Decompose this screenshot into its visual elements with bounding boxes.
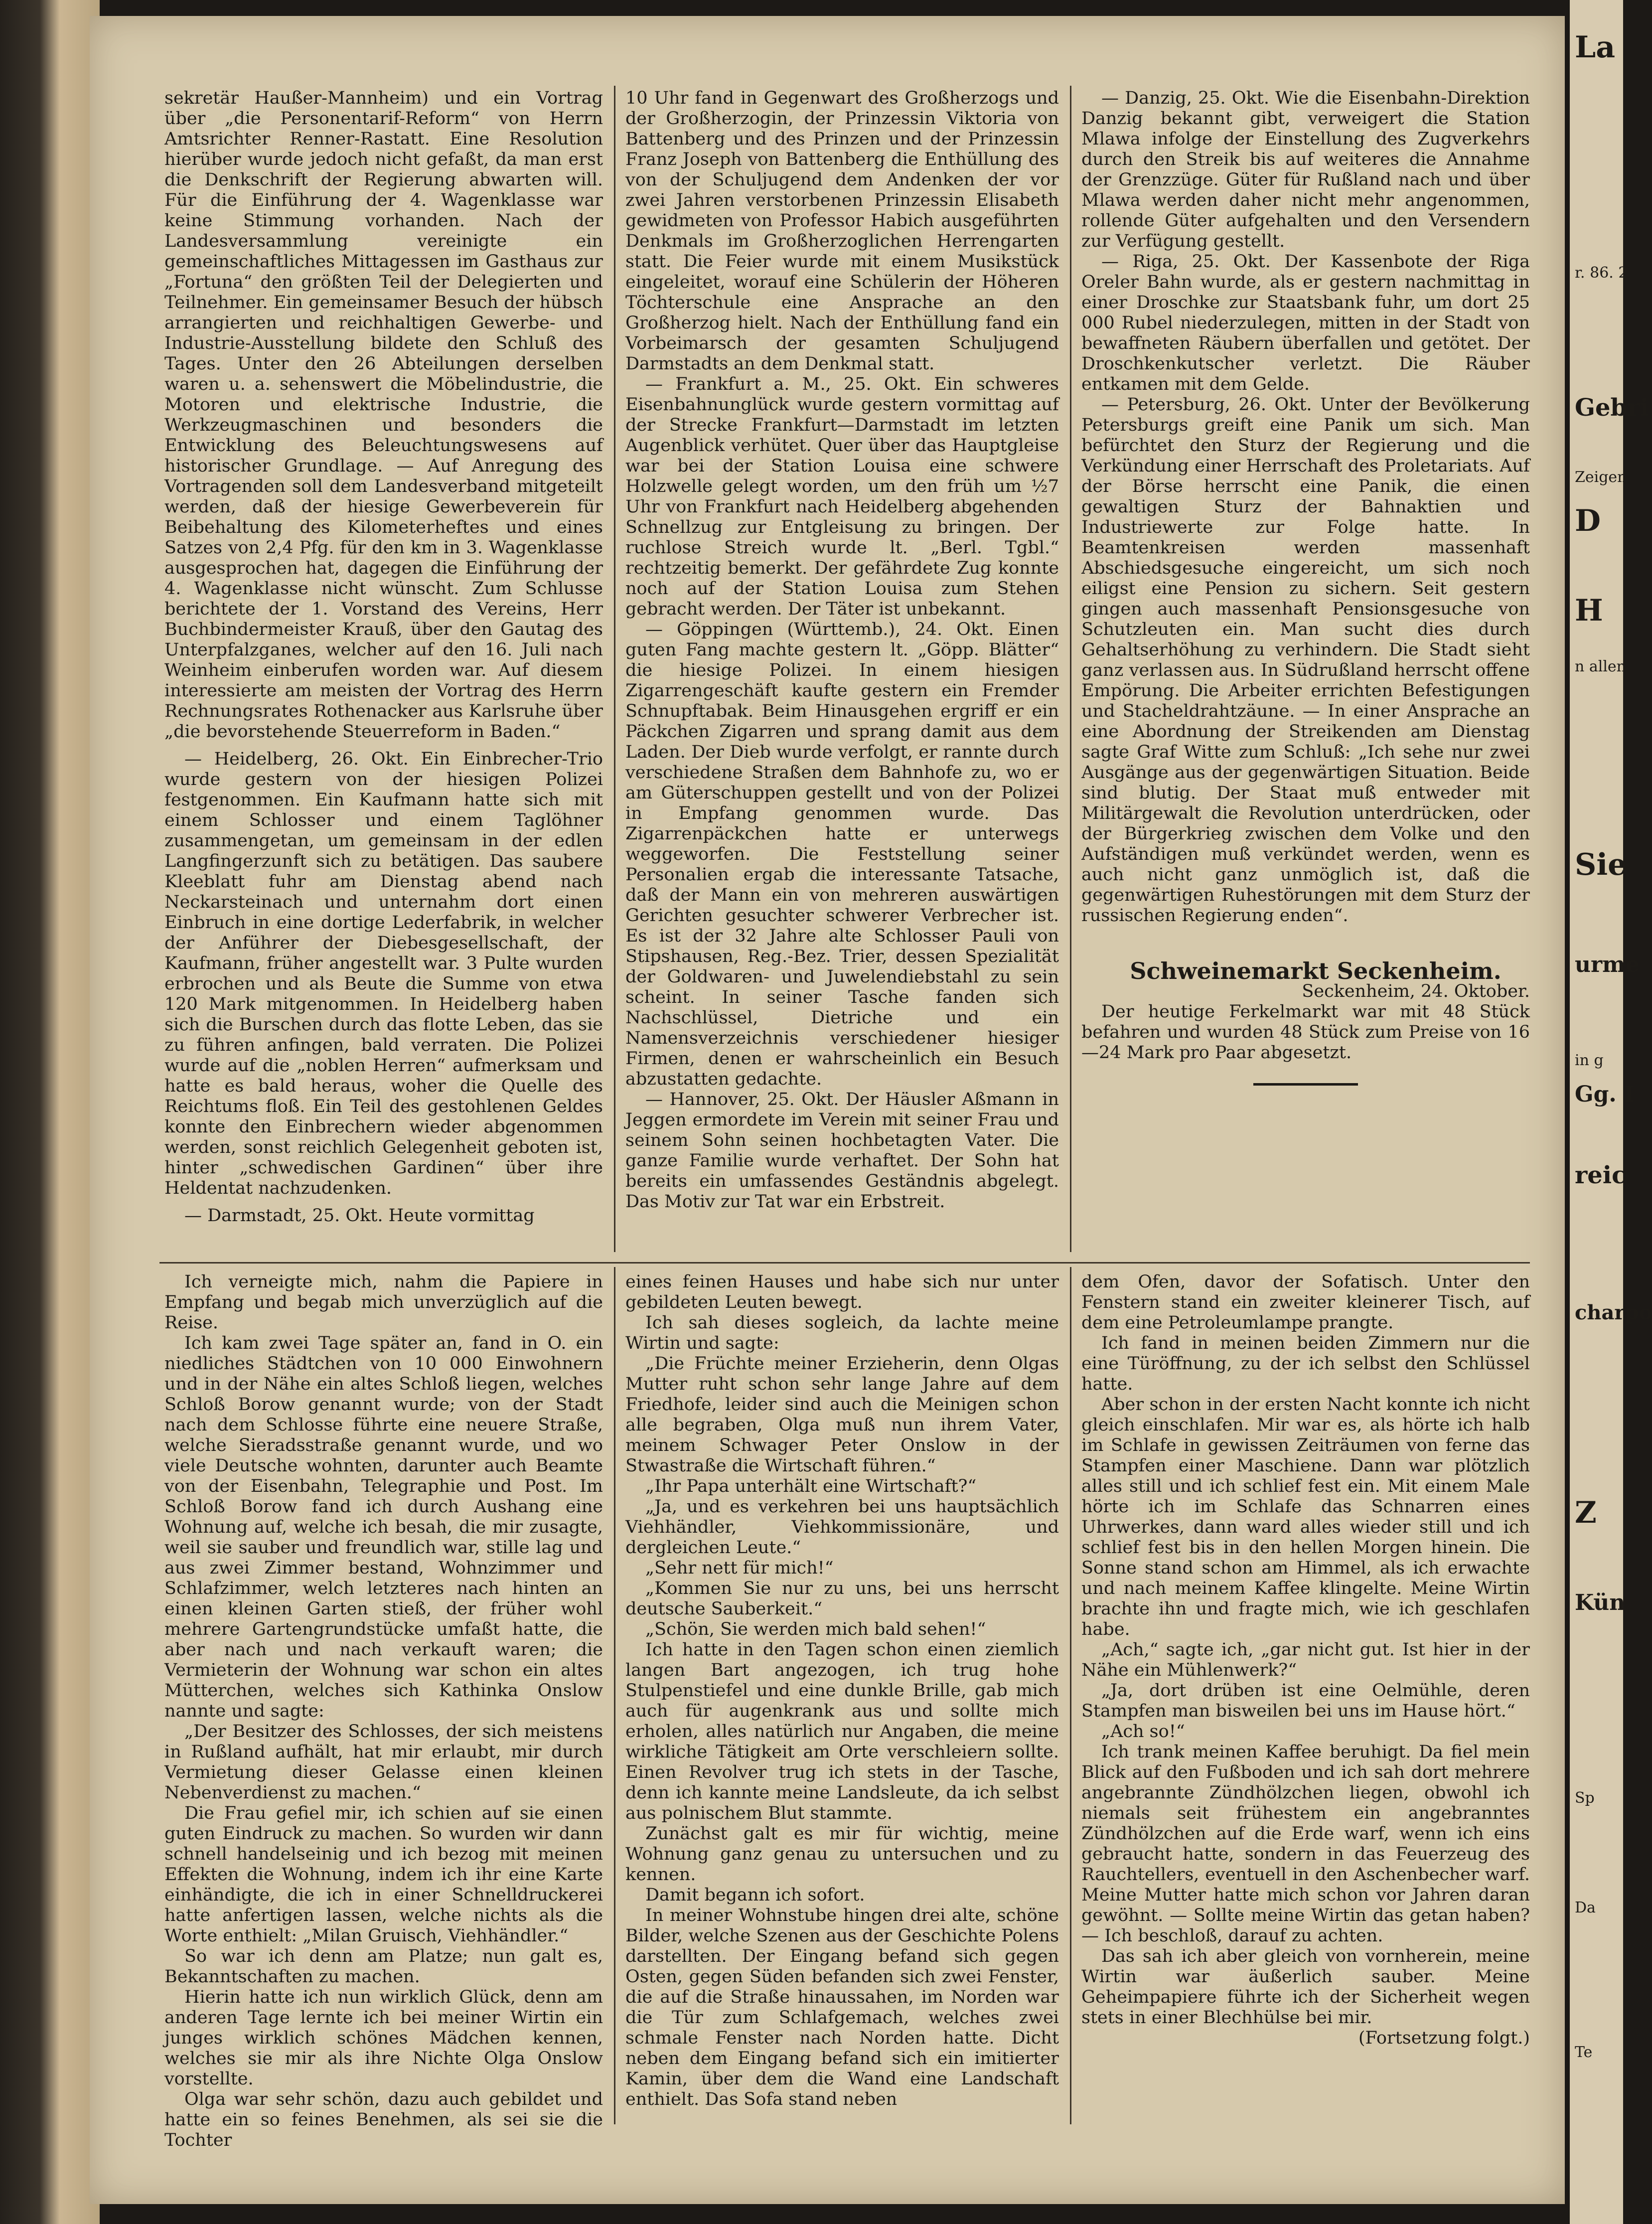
story-paragraph: „Die Früchte meiner Erzieherin, denn Olgas Mutter ruht schon sehr lange Jahre auf dem Friedhofe, leider sind auch die Meinigen schon alle begraben, Olga muß nun ihrem Vater, meinem Schwager Peter Onslow in der Stwastraße die Wirtschaft führen.“ xyxy=(625,1354,1059,1476)
adjacent-fragment: H xyxy=(1575,593,1603,628)
newspaper-page xyxy=(90,16,1565,2204)
story-paragraph: Zunächst galt es mir für wichtig, meine Wohnung ganz genau zu untersuchen und zu kennen. xyxy=(625,1824,1059,1885)
column-divider xyxy=(614,86,615,1252)
adjacent-fragment: Sp xyxy=(1575,1789,1595,1807)
story-paragraph: „Ach,“ sagte ich, „gar nicht gut. Ist hier in der Nähe ein Mühlenwerk?“ xyxy=(1081,1640,1530,1680)
story-column-1 xyxy=(164,1272,603,2151)
story-paragraph: Ich fand in meinen beiden Zimmern nur die eine Türöffnung, zu der ich selbst den Schlüssel hatte. xyxy=(1081,1333,1530,1394)
story-paragraph: Ich trank meinen Kaffee beruhigt. Da fiel mein Blick auf den Fußboden und ich sah dort mehrere angebrannte Zündhölzchen liegen, obwohl ich niemals seit frühestem ein angebranntes Zündhölzchen auf die Erde warf, wenn ich eins gebraucht hatte, sondern in das Feuerzeug des Rauchtellers, eventuell in den Aschenbecher warf. Meine Mutter hatte mich schon vor Jahren daran gewöhnt. — Sollte meine Wirtin das getan haben? — Ich beschloß, darauf zu achten. xyxy=(1081,1742,1530,1946)
adjacent-fragment: n allen xyxy=(1575,658,1627,675)
column-divider xyxy=(1070,86,1071,1252)
story-paragraph: „Ja, und es verkehren bei uns hauptsächlich Viehhändler, Viehkommissionäre, und dergleichen Leute.“ xyxy=(625,1497,1059,1558)
story-paragraph: „Kommen Sie nur zu uns, bei uns herrscht deutsche Sauberkeit.“ xyxy=(625,1579,1059,1619)
adjacent-fragment: r. 86. 2 xyxy=(1575,264,1628,282)
article-darmstadt-cont: 10 Uhr fand in Gegenwart des Großherzogs und der Großherzogin, der Prinzessin Viktoria von Battenberg und des Prinzen und der Prinzessin Franz Joseph von Battenberg die Enthüllung des von der Schuljugend dem Andenken der vor zwei Jahren verstorbenen Prinzessin Elisabeth gewidmeten von Professor Habich ausgeführten Denkmals im Großherzoglichen Herrengarten statt. Die Feier wurde mit einem Musikstück eingeleitet, worauf eine Schülerin der Höheren Töchterschule eine Ansprache an den Großherzog hielt. Nach der Enthüllung fand ein Vorbeimarsch der gesamten Schuljugend Darmstadts an dem Denkmal statt. xyxy=(625,88,1059,374)
column-divider xyxy=(614,1267,615,2124)
story-paragraph: Aber schon in der ersten Nacht konnte ich nicht gleich einschlafen. Mir war es, als hörte ich halb im Schlafe in gewissen Zeiträumen von ferne das Stampfen einer Maschiene. Dann war plötzlich alles still und ich schlief fest ein. Mit einem Male hörte ich im Schlafe das Schnarren eines Uhrwerkes, dann ward alles wieder still und ich schlief fest bis in den hellen Morgen hinein. Die Sonne stand schon am Himmel, als ich erwachte und nach meinem Kaffee klingelte. Meine Wirtin brachte ihn und fragte mich, wie ich geschlafen habe. xyxy=(1081,1395,1530,1639)
adjacent-fragment: in g xyxy=(1575,1052,1604,1069)
adjacent-fragment: Gebri xyxy=(1575,394,1649,422)
book-spine-edge xyxy=(0,0,100,2224)
story-paragraph: „Sehr nett für mich!“ xyxy=(645,1558,834,1578)
story-paragraph: Olga war sehr schön, dazu auch gebildet und hatte ein so feines Benehmen, als sei sie die Tochter xyxy=(164,2089,603,2150)
article-danzig: — Danzig, 25. Okt. Wie die Eisenbahn-Direktion Danzig bekannt gibt, verweigert die Station Mlawa infolge der Einstellung des Zugverkehrs durch den Streik bis auf weiteres die Annahme der Grenzzüge. Güter für Rußland nach und über Mlawa werden daher nicht mehr angenommen, rollende Güter aufgehalten und den Versendern zur Verfügung gestellt. xyxy=(1081,88,1530,251)
market-dateline: Seckenheim, 24. Oktober. xyxy=(1302,981,1530,1001)
article-text: sekretär Haußer-Mannheim) und ein Vortrag über „die Personentarif-Reform“ von Herrn Amtsrichter Renner-Rastatt. Eine Resolution hierüber wurde jedoch nicht gefaßt, da man erst die Denkschrift der Regierung abwarten will. Für die Einführung der 4. Wagenklasse war keine Stimmung vorhanden. Nach der Landesversammlung vereinigte ein gemeinschaftliches Mittagessen im Gasthaus zur „Fortuna“ den größten Teil der Delegierten und Teilnehmer. Ein gemeinsamer Besuch der hübsch arrangierten und reichhaltigen Gewerbe- und Industrie-Ausstellung bildete den Schluß des Tages. Unter den 26 Abteilungen derselben waren u. a. sehenswert die Möbelindustrie, die Motoren und elektrische Industrie, die Werkzeugmaschinen und besonders die Entwicklung des Beleuchtungswesens auf historischer Grundlage. — Auf Anregung des Vortragenden soll dem Landesverband mitgeteilt werden, daß der hiesige Gewerbeverein für Beibehaltung des Kilometerheftes und eines Satzes von 2,4 Pfg. für den km in 3. Wagenklasse ausgesprochen hat, dagegen die Einführung der 4. Wagenklasse nicht wünscht. Zum Schlusse berichtete der 1. Vorstand des Vereins, Herr Buchbindermeister Krauß, über den Gautag des Unterpfalzganes, welcher auf den 16. Juli nach Weinheim einberufen worden war. Auf diesem interessierte am meisten der Vortrag des Herrn Rechnungsrates Rothenacker aus Karlsruhe über „die bevorstehende Steuerreform in Baden.“ xyxy=(164,88,603,742)
article-petersburg: — Petersburg, 26. Okt. Unter der Bevölkerung Petersburgs greift eine Panik um sich. Man befürchtet den Sturz der Regierung und die Verkündung einer Herrschaft des Proletariats. Auf der Börse herrscht eine Panik, die einen gewaltigen Sturz der Bahnaktien und Industriewerte zur Folge hatte. In Beamtenkreisen werden massenhaft Abschiedsgesuche eingereicht, um sich noch eiligst eine Pension zu sichern. Seit gestern gingen auch massenhaft Pensionsgesuche von Schutzleuten ein. Man sucht dies durch Gehaltserhöhung zu verhindern. Die Stadt sieht ganz verlassen aus. In Südrußland herrscht offene Empörung. Die Arbeiter errichten Befestigungen und Stacheldrahtzäune. — In einer Ansprache an eine Abordnung der Streikenden am Dienstag sagte Graf Witte zum Schluß: „Ich sehe nur zwei Ausgänge aus der gegenwärtigen Situation. Beide sind blutig. Der Staat muß entweder mit Militärgewalt die Revolution unterdrücken, oder der Bürgerkrieg zwischen dem Volke und den Aufständigen muß verkündet werden, wenn es auch nicht ganz unmöglich ist, daß die gegenwärtigen Ruhestörungen mit dem Sturz der russischen Regierung enden“. xyxy=(1081,395,1530,926)
adjacent-fragment: Zeigen xyxy=(1575,469,1627,486)
top-column-3 xyxy=(1081,88,1530,1086)
market-title: Schweinemarkt Seckenheim. xyxy=(1130,957,1502,984)
article-frankfurt: — Frankfurt a. M., 25. Okt. Ein schweres Eisenbahnunglück wurde gestern vormittag auf der Strecke Frankfurt—Darmstadt im letzten Augenblick verhütet. Quer über das Hauptgleise war bei der Station Louisa eine schwere Holzwelle gelegt worden, um den früh um ½7 Uhr von Frankfurt nach Heidelberg abgehenden Schnellzug zur Entgleisung zu bringen. Der ruchlose Streich wurde lt. „Berl. Tgbl.“ rechtzeitig bemerkt. Der gefährdete Zug konnte noch auf der Station Louisa zum Stehen gebracht werden. Der Täter ist unbekannt. xyxy=(625,374,1059,619)
adjacent-fragment: Gg. I xyxy=(1575,1082,1635,1107)
adjacent-fragment: Z xyxy=(1575,1495,1597,1530)
adjacent-fragment: La xyxy=(1575,30,1616,65)
story-column-3 xyxy=(1081,1272,1530,2049)
article-heidelberg: — Heidelberg, 26. Okt. Ein Einbrecher-Trio wurde gestern von der hiesigen Polizei festgenommen. Ein Kaufmann hatte sich mit einem Schlosser und einem Taglöhner zusammengetan, um gemeinsam in der edlen Langfingerzunft sich zu betätigen. Das saubere Kleeblatt fuhr am Dienstag abend nach Neckarsteinach und unternahm dort einen Einbruch in eine dortige Lederfabrik, in welcher der Anführer der Diebesgesellschaft, der Kaufmann, früher angestellt war. 3 Pulte wurden erbrochen und als Beute die Summe von etwa 120 Mark mitgenommen. In Heidelberg haben sich die Burschen durch das flotte Leben, das sie zu führen anfingen, bald verraten. Die Polizei wurde auf die „noblen Herren“ aufmerksam und hatte es bald heraus, woher die Quelle des Reichtums floß. Ein Teil des gestohlenen Geldes konnte den Einbrechern wieder abgenommen werden, sonst reichlich Gelegenheit geboten ist, hinter „schwedischen Gardinen“ über ihre Heldentat nachzudenken. xyxy=(164,749,603,1198)
story-paragraph: Die Frau gefiel mir, ich schien auf sie einen guten Eindruck zu machen. So wurden wir dann schnell handelseinig und ich bezog mit meinen Effekten die Wohnung, indem ich ihr eine Karte einhändigte, die ich in einer Schnelldruckerei hatte anfertigen lassen, welche nichts als die Worte enthielt: „Milan Gruisch, Viehhändler.“ xyxy=(164,1803,603,1946)
adjacent-fragment: Da xyxy=(1575,1899,1596,1916)
article-darmstadt-start: — Darmstadt, 25. Okt. Heute vormittag xyxy=(184,1206,535,1226)
story-paragraph: Ich sah dieses sogleich, da lachte meine Wirtin und sagte: xyxy=(625,1313,1059,1353)
section-divider xyxy=(159,1262,1530,1264)
market-report xyxy=(1081,957,1530,1086)
story-paragraph: Ich verneigte mich, nahm die Papiere in Empfang und begab mich unverzüglich auf die Reise. xyxy=(164,1272,603,1333)
adjacent-fragment: reic xyxy=(1575,1161,1627,1189)
column-divider xyxy=(1070,1267,1071,2124)
market-text: Der heutige Ferkelmarkt war mit 48 Stück befahren und wurden 48 Stück zum Preise von 16—24 Mark pro Paar abgesetzt. xyxy=(1081,1002,1530,1063)
adjacent-fragment: D xyxy=(1575,503,1601,538)
story-paragraph: „Schön, Sie werden mich bald sehen!“ xyxy=(645,1619,986,1639)
top-column-2 xyxy=(625,88,1059,1212)
story-paragraph: eines feinen Hauses und habe sich nur unter gebildeten Leuten bewegt. xyxy=(625,1272,1059,1312)
article-goeppingen: — Göppingen (Württemb.), 24. Okt. Einen guten Fang machte gestern lt. „Göpp. Blätter“ die hiesige Polizei. In einem hiesigen Zigarrengeschäft kaufte gestern ein Fremder Schnupftabak. Beim Hinausgehen ergriff er ein Päckchen Zigarren und sprang damit aus dem Laden. Der Dieb wurde verfolgt, er rannte durch verschiedene Straßen dem Bahnhofe zu, wo er am Güterschuppen gestellt und von der Polizei in Empfang genommen wurde. Das Zigarrenpäckchen hatte er unterwegs weggeworfen. Die Feststellung seiner Personalien ergab die interessante Tatsache, daß der Mann ein von mehreren auswärtigen Gerichten gesuchter schwerer Verbrecher ist. Es ist der 32 Jahre alte Schlosser Pauli von Stipshausen, Reg.-Bez. Trier, dessen Spezialität der Goldwaren- und Juwelendiebstahl zu sein scheint. In seiner Tasche fanden sich Nachschlüssel, Dietriche und ein Namensverzeichnis verschiedener hiesiger Firmen, denen er wahrscheinlich ein Besuch abzustatten gedachte. xyxy=(625,620,1059,1089)
story-paragraph: „Ach so!“ xyxy=(1101,1722,1185,1742)
story-paragraph: „Der Besitzer des Schlosses, der sich meistens in Rußland aufhält, hat mir erlaubt, mir durch Vermietung dieser Gelasse einen kleinen Nebenverdienst zu machen.“ xyxy=(164,1722,603,1803)
story-paragraph: Ich hatte in den Tagen schon einen ziemlich langen Bart angezogen, ich trug hohe Stulpenstiefel und eine dunkle Brille, gab mich auch für augenkrank aus und sollte mich erholen, alles natürlich nur Angaben, die meine wirkliche Tätigkeit am Orte verschleiern sollte. Einen Revolver trug ich stets in der Tasche, denn ich kannte meine Landsleute, da ich selbst aus polnischem Blut stammte. xyxy=(625,1640,1059,1823)
story-column-2 xyxy=(625,1272,1059,2110)
story-paragraph: „Ja, dort drüben ist eine Oelmühle, deren Stampfen man bisweilen bei uns im Hause hört.“ xyxy=(1081,1681,1530,1721)
adjacent-fragment: urme xyxy=(1575,952,1640,977)
story-paragraph: Das sah ich aber gleich von vornherein, meine Wirtin war äußerlich sauber. Meine Geheimpapiere führte ich der Sicherheit wegen stets in einer Blechhülse bei mir. xyxy=(1081,1946,1530,2028)
story-paragraph: In meiner Wohnstube hingen drei alte, schöne Bilder, welche Szenen aus der Geschichte Polens darstellten. Der Eingang befand sich gegen Osten, gegen Süden befanden sich zwei Fenster, die auf die Straße hinaussahen, im Norden war die Tür zum Schlafgemach, welches zwei schmale Fenster nach Norden hatte. Dicht neben dem Eingang befand sich ein imitierter Kamin, über dem die Wand eine Landschaft enthielt. Das Sofa stand neben xyxy=(625,1906,1059,2109)
adjacent-fragment: Sie xyxy=(1575,847,1627,882)
article-hannover: — Hannover, 25. Okt. Der Häusler Aßmann in Jeggen ermordete im Verein mit seiner Frau und seinem Sohn seinen hochbetagten Vater. Die ganze Familie wurde verhaftet. Der Sohn hat bereits ein umfassendes Geständnis abgelegt. Das Motiv zur Tat war ein Erbstreit. xyxy=(625,1090,1059,1212)
article-riga: — Riga, 25. Okt. Der Kassenbote der Riga Oreler Bahn wurde, als er gestern nachmittag in einer Droschke zur Staatsbank fuhr, um dort 25 000 Rubel niederzulegen, mitten in der Stadt von bewaffneten Räubern überfallen und getötet. Der Droschkenkutscher verletzt. Die Räuber entkamen mit dem Gelde. xyxy=(1081,252,1530,394)
story-paragraph: So war ich denn am Platze; nun galt es, Bekanntschaften zu machen. xyxy=(164,1946,603,1987)
adjacent-page-edge xyxy=(1565,0,1652,2224)
top-column-1 xyxy=(164,88,603,1226)
story-paragraph: dem Ofen, davor der Sofatisch. Unter den Fenstern stand ein zweiter kleinerer Tisch, auf dem eine Petroleumlampe prangte. xyxy=(1081,1272,1530,1333)
continuation-note: (Fortsetzung folgt.) xyxy=(1358,2028,1530,2048)
story-paragraph: Damit begann ich sofort. xyxy=(645,1885,865,1905)
adjacent-fragment: Kün xyxy=(1575,1590,1626,1615)
story-paragraph: Hierin hatte ich nun wirklich Glück, denn am anderen Tage lernte ich bei meiner Wirtin ein junges wirklich schönes Mädchen kennen, welches sie mir als ihre Nichte Olga Onslow vorstellte. xyxy=(164,1987,603,2089)
closing-rule xyxy=(1253,1083,1358,1086)
adjacent-fragment: charpo xyxy=(1575,1301,1652,1324)
adjacent-fragment: Te xyxy=(1575,2044,1593,2061)
story-paragraph: Ich kam zwei Tage später an, fand in O. ein niedliches Städtchen von 10 000 Einwohnern und in der Nähe ein altes Schloß liegen, welches Schloß Borow genannt wurde; von der Stadt nach dem Schlosse führte eine neuere Straße, welche Sieradsstraße genannt wurde, und wo viele Deutsche wohnten, darunter auch Beamte von der Eisenbahn, Telegraphie und Post. Im Schloß Borow fand ich durch Aushang eine Wohnung auf, welche ich besah, die mir zusagte, weil sie sauber und freundlich war, stille lag und aus zwei Zimmer bestand, Wohnzimmer und Schlafzimmer, welch letzteres nach hinten an einen kleinen Garten stieß, der früher wohl mehrere Gartengrundstücke umfaßt hatte, die aber nach und nach verkauft waren; die Vermieterin der Wohnung war schon ein altes Mütterchen, welches sich Kathinka Onslow nannte und sagte: xyxy=(164,1333,603,1721)
story-paragraph: „Ihr Papa unterhält eine Wirtschaft?“ xyxy=(645,1476,977,1496)
